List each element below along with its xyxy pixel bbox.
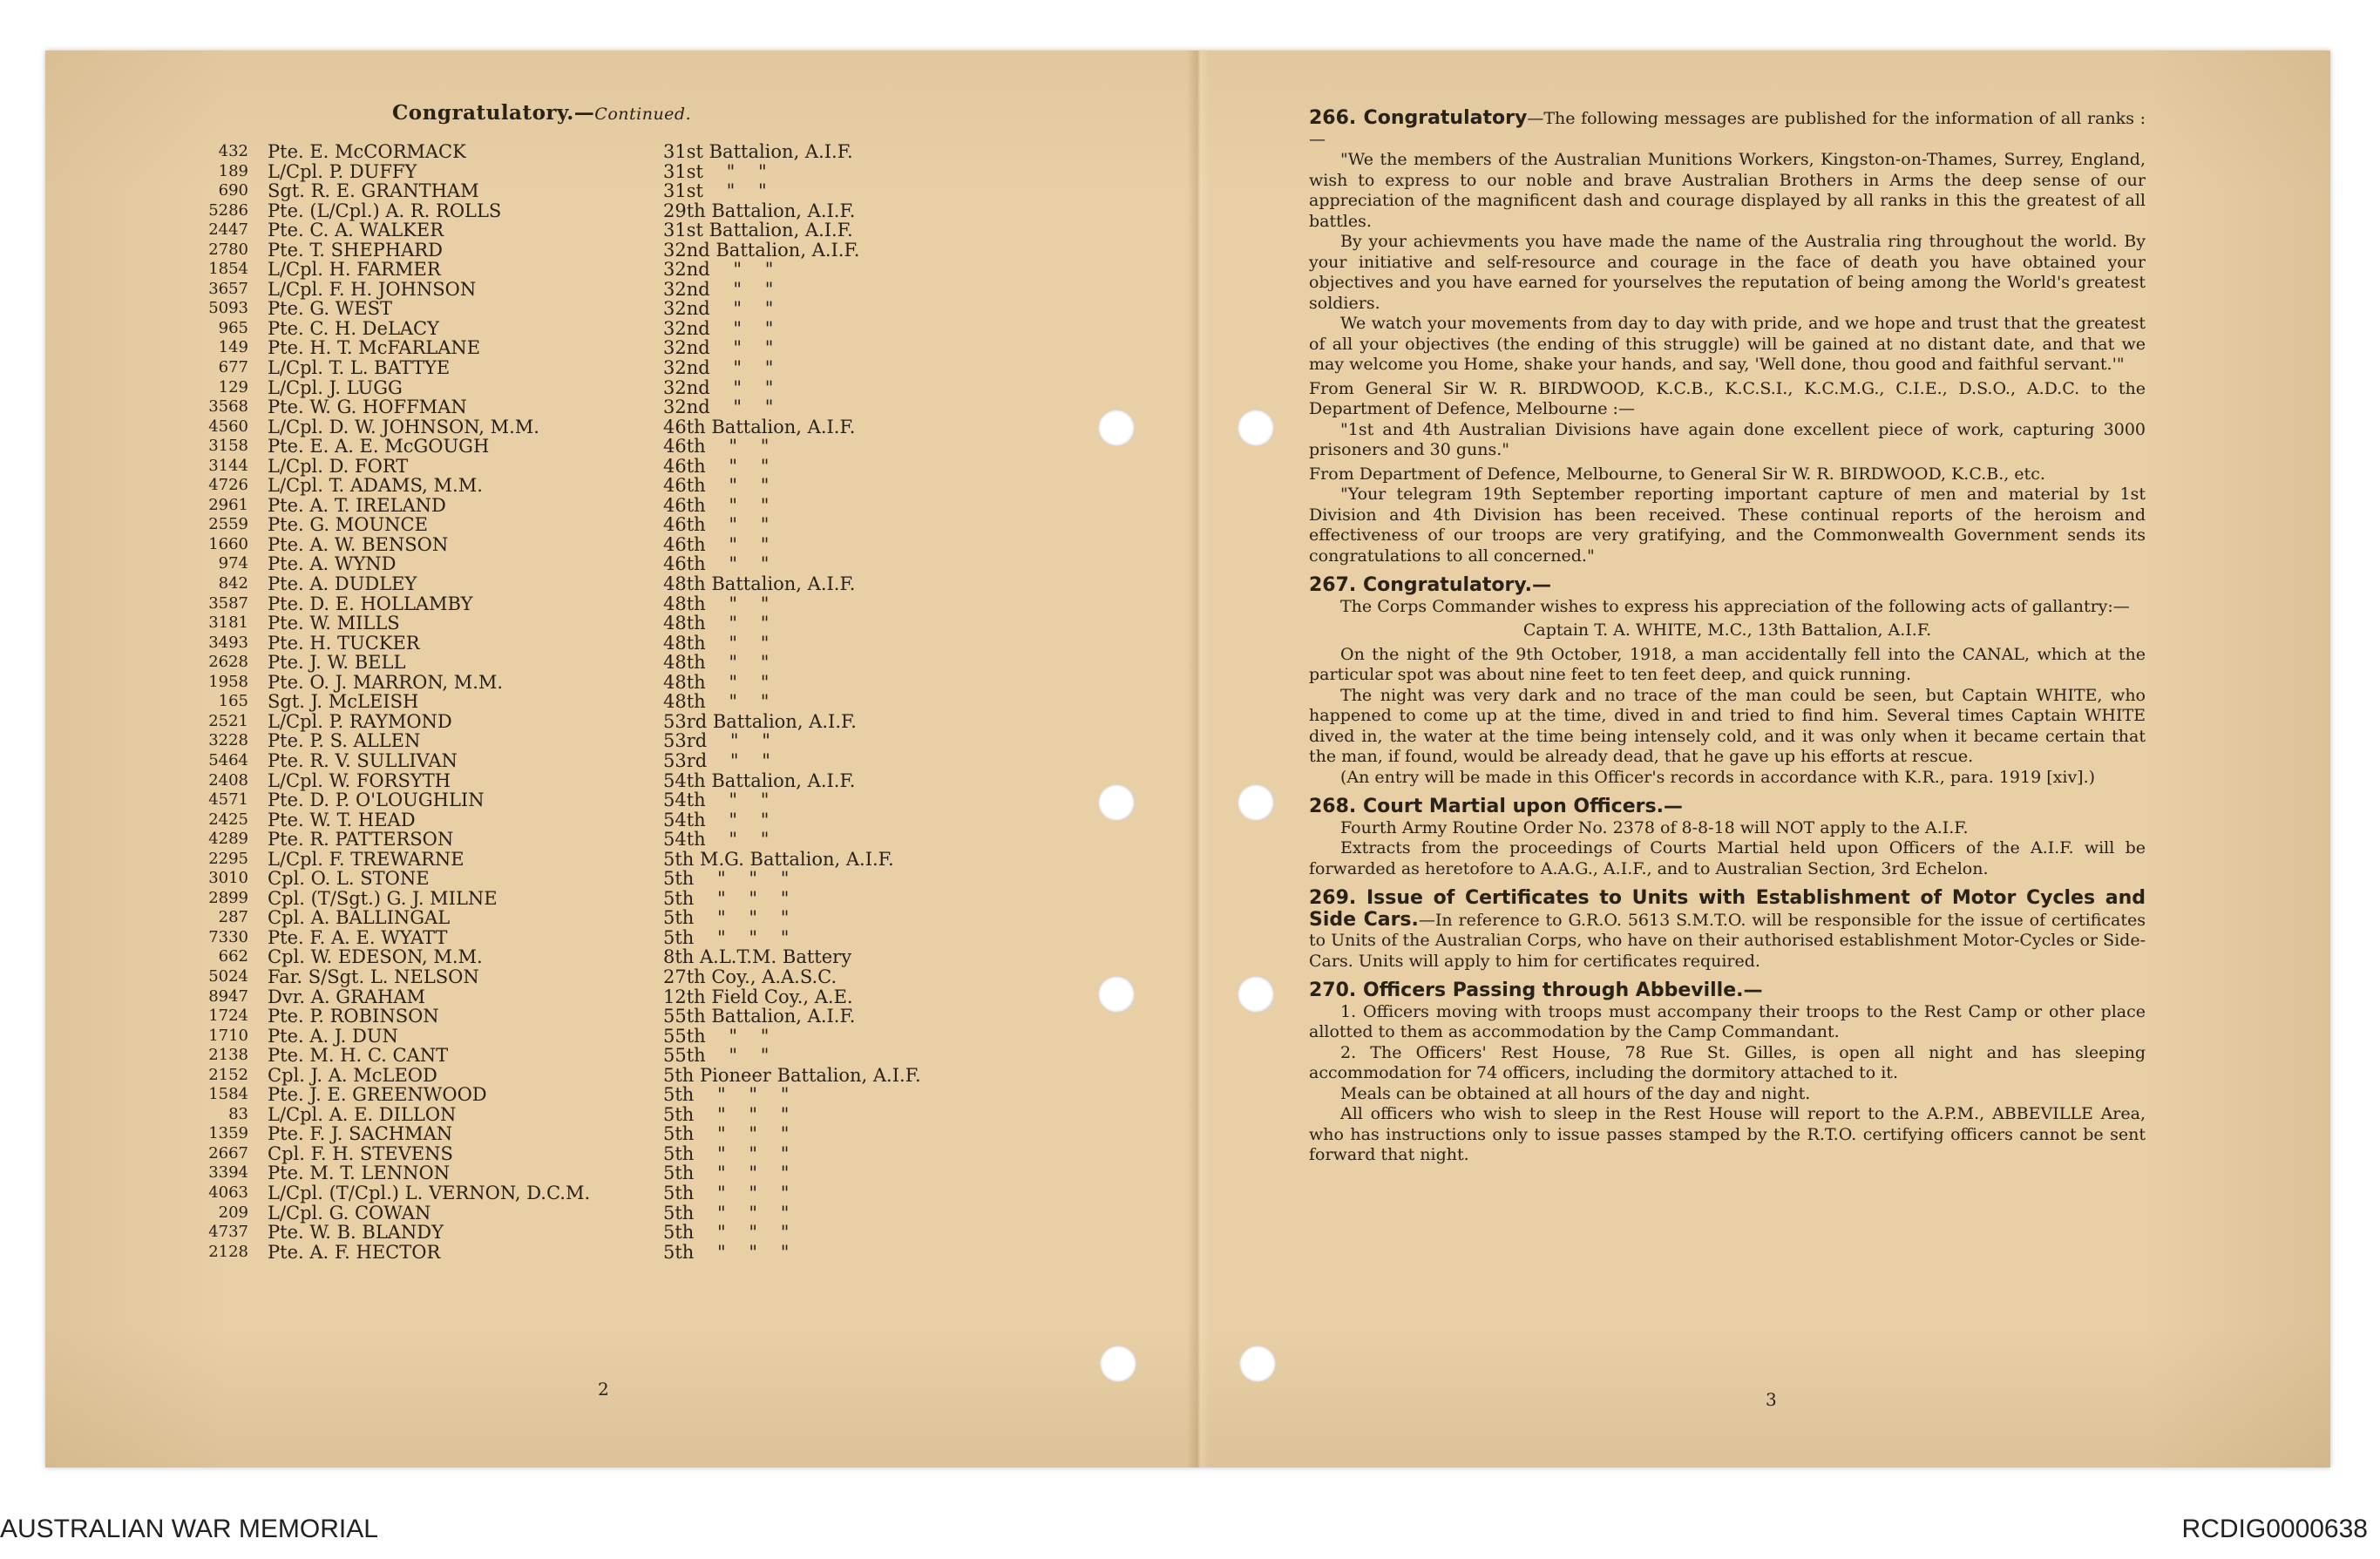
unit-name: 32nd " " xyxy=(663,278,774,300)
service-number: 4571 xyxy=(208,790,248,810)
punch-hole xyxy=(1100,1345,1136,1382)
unit-name: 53rd " " xyxy=(663,749,770,771)
soldier-name: Pte. M. T. LENNON xyxy=(268,1162,451,1184)
service-number: 1584 xyxy=(208,1085,248,1104)
unit-name: 48th Battalion, A.I.F. xyxy=(663,573,856,595)
unit-name: 31st Battalion, A.I.F. xyxy=(663,141,853,162)
unit-name: 5th " " " xyxy=(663,1241,790,1263)
service-number: 1660 xyxy=(208,534,248,553)
soldier-name: Pte. R. V. SULLIVAN xyxy=(268,749,458,771)
order-269-title: 269. Issue of Certificates to Units with Establishment of Motor Cycles and Side Cars. xyxy=(1309,887,2146,931)
unit-name: 48th " " xyxy=(663,593,770,614)
unit-name: 46th " " xyxy=(663,475,770,497)
service-number: 2667 xyxy=(208,1143,248,1162)
soldier-name: Pte. T. SHEPHARD xyxy=(268,239,443,261)
soldier-name: Pte. C. H. DeLACY xyxy=(268,317,439,339)
punch-hole xyxy=(1239,1345,1276,1382)
service-number: 2521 xyxy=(208,711,248,730)
page-number-left: 2 xyxy=(598,1379,609,1400)
service-number: 690 xyxy=(218,181,248,200)
soldier-name: Pte. J. E. GREENWOOD xyxy=(268,1084,487,1106)
service-number: 1854 xyxy=(208,260,248,279)
soldier-name: Pte. A. F. HECTOR xyxy=(268,1241,441,1263)
soldier-name: Sgt. J. McLEISH xyxy=(268,691,419,713)
service-number: 2780 xyxy=(208,240,248,259)
soldier-name: L/Cpl. D. W. JOHNSON, M.M. xyxy=(268,416,539,437)
soldier-name: Pte. C. A. WALKER xyxy=(268,220,444,241)
unit-name: 5th " " " xyxy=(663,1182,790,1203)
soldier-name: Dvr. A. GRAHAM xyxy=(268,986,426,1007)
service-number: 3568 xyxy=(208,397,248,417)
soldier-name: Pte. A. T. IRELAND xyxy=(268,494,446,516)
unit-name: 55th " " xyxy=(663,1025,770,1047)
soldier-name: L/Cpl. G. COWAN xyxy=(268,1202,431,1223)
service-number: 209 xyxy=(218,1203,248,1222)
service-number: 4737 xyxy=(208,1223,248,1242)
soldier-name: Pte. F. J. SACHMAN xyxy=(268,1123,453,1145)
service-number: 149 xyxy=(218,338,248,357)
order-268-para-2: Extracts from the proceedings of Courts Martial held upon Officers of the A.I.F. will be forwarded as heretofore to A.A.G., A.I.F., and to Australian Section, 3rd Echelon. xyxy=(1309,838,2146,878)
unit-name: 32nd Battalion, A.I.F. xyxy=(663,239,860,261)
unit-name: 55th Battalion, A.I.F. xyxy=(663,1006,856,1027)
soldier-name: Pte. A. DUDLEY xyxy=(268,573,417,595)
unit-name: 48th " " xyxy=(663,671,770,693)
order-266-quote-1: "We the members of the Australian Munitions Workers, Kingston-on-Thames, Surrey, England, wish to express to our noble and brave Australian Brothers in Arms the deep sense of our appreciation of the magnificent dash and courage displayed by all ranks in this the greatest of all battles. xyxy=(1309,150,2146,231)
order-270-para-2: 2. The Officers' Rest House, 78 Rue St. Gilles, is open all night and has sleeping accommodation for 74 officers, including the dormitory attached to it. xyxy=(1309,1042,2146,1082)
order-266-quote-5: "Your telegram 19th September reporting important capture of men and material by 1st Division and 4th Division has been received. These continual reports of the heroism and effectiveness of our troops are very gratifying, and the Commonwealth Government sends its congratulations to all concerned." xyxy=(1309,485,2146,566)
service-number: 83 xyxy=(228,1104,248,1123)
order-267-para-1: The Corps Commander wishes to express his appreciation of the following acts of gallantry:— xyxy=(1340,596,2130,616)
service-number: 1710 xyxy=(208,1026,248,1045)
soldier-name: Cpl. J. A. McLEOD xyxy=(268,1064,437,1086)
order-266-from-1: From General Sir W. R. BIRDWOOD, K.C.B., K.C.S.I., K.C.M.G., C.I.E., D.S.O., A.D.C. to the Department of Defence, Melbourne :— xyxy=(1309,378,2146,418)
service-number: 1958 xyxy=(208,672,248,691)
right-page-orders xyxy=(1309,108,2146,1166)
service-number: 3493 xyxy=(208,633,248,652)
punch-hole xyxy=(1237,784,1274,821)
service-number: 974 xyxy=(218,554,248,573)
soldier-name: Pte. F. A. E. WYATT xyxy=(268,926,448,948)
soldier-name: Pte. P. S. ALLEN xyxy=(268,730,421,752)
unit-name: 32nd " " xyxy=(663,337,774,359)
unit-name: 54th " " xyxy=(663,829,770,851)
footer-record-id: RCDIG0000638 xyxy=(2181,1515,2368,1543)
unit-name: 32nd " " xyxy=(663,357,774,379)
service-number: 3394 xyxy=(208,1163,248,1183)
service-number: 2447 xyxy=(208,220,248,240)
punch-hole xyxy=(1237,410,1274,446)
unit-name: 53rd " " xyxy=(663,730,770,752)
order-270-title: 270. Officers Passing through Abbeville.— xyxy=(1309,979,1763,1001)
center-fold xyxy=(1187,51,1210,1467)
archive-footer xyxy=(0,1508,2380,1559)
soldier-name: Pte. H. T. McFARLANE xyxy=(268,337,481,359)
service-number: 3228 xyxy=(208,731,248,750)
soldier-name: L/Cpl. W. FORSYTH xyxy=(268,769,451,791)
unit-name: 48th " " xyxy=(663,613,770,634)
unit-name: 31st " " xyxy=(663,180,767,202)
service-number: 4726 xyxy=(208,476,248,495)
order-267 xyxy=(1309,575,2146,788)
service-number: 2559 xyxy=(208,515,248,534)
unit-name: 46th Battalion, A.I.F. xyxy=(663,416,856,437)
order-266-quote-2: By your achievments you have made the name of the Australia ring throughout the world. By your initiative and self-resource and courage in the face of death you have obtained your objectives and you have earned for yourselves the reputation of being among the World's greatest soldiers. xyxy=(1309,232,2146,313)
unit-name: 5th " " " xyxy=(663,1202,790,1223)
soldier-name: Pte. P. ROBINSON xyxy=(268,1006,439,1027)
unit-name: 5th " " " xyxy=(663,1162,790,1184)
soldier-name: Pte. G. WEST xyxy=(268,298,393,320)
unit-name: 54th " " xyxy=(663,809,770,830)
service-number: 432 xyxy=(218,142,248,160)
left-page-heading xyxy=(392,101,828,125)
unit-name: 5th " " " xyxy=(663,907,790,929)
service-number: 4560 xyxy=(208,417,248,436)
order-267-officer: Captain T. A. WHITE, M.C., 13th Battalion, A.I.F. xyxy=(1522,620,1932,640)
unit-name: 32nd " " xyxy=(663,376,774,398)
unit-name: 12th Field Coy., A.E. xyxy=(663,986,853,1007)
soldier-name: Cpl. (T/Sgt.) G. J. MILNE xyxy=(268,887,498,909)
unit-name: 5th " " " xyxy=(663,1142,790,1164)
order-268 xyxy=(1309,796,2146,879)
soldier-name: L/Cpl. F. H. JOHNSON xyxy=(268,278,477,300)
unit-name: 5th " " " xyxy=(663,926,790,948)
unit-name: 5th M.G. Battalion, A.I.F. xyxy=(663,848,894,870)
soldier-name: L/Cpl. P. DUFFY xyxy=(268,160,417,182)
service-number: 129 xyxy=(218,377,248,397)
unit-name: 5th " " " xyxy=(663,868,790,890)
order-270 xyxy=(1309,980,2146,1166)
unit-name: 46th " " xyxy=(663,494,770,516)
soldier-name: Pte. W. MILLS xyxy=(268,613,400,634)
unit-name: 32nd " " xyxy=(663,298,774,320)
unit-name: 32nd " " xyxy=(663,317,774,339)
soldier-name: Pte. W. B. BLANDY xyxy=(268,1222,444,1244)
service-number: 662 xyxy=(218,947,248,966)
order-269-body: —In reference to G.R.O. 5613 S.M.T.O. will be responsible for the issue of certificates to Units of the Australian Corps, who have on their authorised establishment Motor-Cycles or Side-Cars. Units will apply to him for certificates required. xyxy=(1309,910,2146,971)
service-number: 1359 xyxy=(208,1124,248,1143)
punch-hole xyxy=(1098,976,1135,1013)
soldier-name: L/Cpl. T. L. BATTYE xyxy=(268,357,451,379)
unit-name: 46th " " xyxy=(663,436,770,458)
service-number: 2408 xyxy=(208,770,248,790)
soldier-name: Cpl. W. EDESON, M.M. xyxy=(268,946,483,968)
soldier-name: Cpl. F. H. STEVENS xyxy=(268,1142,453,1164)
service-number: 8947 xyxy=(208,986,248,1006)
service-number: 4063 xyxy=(208,1183,248,1202)
unit-name: 48th " " xyxy=(663,632,770,654)
service-number: 3181 xyxy=(208,613,248,633)
soldier-name: Pte. D. P. O'LOUGHLIN xyxy=(268,790,485,811)
order-267-para-2: On the night of the 9th October, 1918, a man accidentally fell into the CANAL, which at the particular spot was about nine feet to ten feet deep, and quick running. xyxy=(1309,644,2146,684)
soldier-name: Pte. G. MOUNCE xyxy=(268,514,428,536)
soldier-name: Pte. D. E. HOLLAMBY xyxy=(268,593,473,614)
service-number: 3158 xyxy=(208,437,248,456)
unit-name: 5th " " " xyxy=(663,1123,790,1145)
soldier-name: Pte. O. J. MARRON, M.M. xyxy=(268,671,504,693)
unit-name: 54th Battalion, A.I.F. xyxy=(663,769,856,791)
service-number: 2899 xyxy=(208,888,248,907)
service-number: 842 xyxy=(218,574,248,593)
service-number: 1724 xyxy=(208,1007,248,1026)
soldier-name: L/Cpl. P. RAYMOND xyxy=(268,710,452,732)
soldier-name: L/Cpl. F. TREWARNE xyxy=(268,848,464,870)
soldier-name: Far. S/Sgt. L. NELSON xyxy=(268,966,479,987)
soldier-name: Pte. H. TUCKER xyxy=(268,632,420,654)
service-number: 287 xyxy=(218,908,248,927)
service-number: 5093 xyxy=(208,299,248,318)
unit-name: 31st Battalion, A.I.F. xyxy=(663,220,853,241)
service-number: 2295 xyxy=(208,849,248,868)
soldier-name: Pte. J. W. BELL xyxy=(268,652,406,674)
unit-name: 29th Battalion, A.I.F. xyxy=(663,200,856,221)
service-number: 2138 xyxy=(208,1046,248,1065)
service-number: 3657 xyxy=(208,279,248,298)
service-number: 7330 xyxy=(208,927,248,946)
unit-name: 54th " " xyxy=(663,790,770,811)
soldier-name: Sgt. R. E. GRANTHAM xyxy=(268,180,479,202)
soldier-name: L/Cpl. J. LUGG xyxy=(268,376,403,398)
unit-name: 8th A.L.T.M. Battery xyxy=(663,946,852,968)
soldier-name: Pte. E. A. E. McGOUGH xyxy=(268,436,490,458)
service-number: 677 xyxy=(218,358,248,377)
order-266-from-2: From Department of Defence, Melbourne, to General Sir W. R. BIRDWOOD, K.C.B., etc. xyxy=(1309,464,2045,484)
soldier-name: L/Cpl. D. FORT xyxy=(268,455,409,477)
order-266-lead: —The following messages are published for the information of all ranks :— xyxy=(1309,109,2146,149)
soldier-name: Pte. E. McCORMACK xyxy=(268,141,466,162)
order-266 xyxy=(1309,108,2146,566)
punch-hole xyxy=(1237,976,1274,1013)
heading-title: Congratulatory.— xyxy=(392,101,595,125)
soldier-name: Pte. A. W. BENSON xyxy=(268,533,449,555)
order-267-para-4: (An entry will be made in this Officer's records in accordance with K.R., para. 1919 [xiv].) xyxy=(1340,767,2096,787)
service-number: 2628 xyxy=(208,653,248,672)
unit-name: 48th " " xyxy=(663,652,770,674)
service-number: 5286 xyxy=(208,200,248,220)
service-number: 5024 xyxy=(208,966,248,986)
unit-name: 32nd " " xyxy=(663,397,774,418)
soldier-name: L/Cpl. (T/Cpl.) L. VERNON, D.C.M. xyxy=(268,1182,591,1203)
order-266-quote-4: "1st and 4th Australian Divisions have again done excellent piece of work, capturing 3000 prisoners and 30 guns." xyxy=(1309,419,2146,459)
unit-name: 46th " " xyxy=(663,514,770,536)
footer-institution: AUSTRALIAN WAR MEMORIAL xyxy=(0,1515,378,1543)
order-270-para-3: Meals can be obtained at all hours of the day and night. xyxy=(1340,1083,1811,1103)
unit-name: 5th " " " xyxy=(663,1084,790,1106)
order-266-quote-3: We watch your movements from day to day with pride, and we hope and trust that the greatest of all your objectives (the ending of this struggle) will be gained at no distant date, and that we may welcome you Home, shake your hands, and say, 'Well done, thou good and faithful servant.'" xyxy=(1309,314,2146,374)
order-268-para-1: Fourth Army Routine Order No. 2378 of 8-8-18 will NOT apply to the A.I.F. xyxy=(1340,817,1969,837)
service-number: 965 xyxy=(218,318,248,337)
service-number: 4289 xyxy=(208,830,248,849)
unit-name: 46th " " xyxy=(663,533,770,555)
order-268-title: 268. Court Martial upon Officers.— xyxy=(1309,796,1683,817)
order-267-title: 267. Congratulatory.— xyxy=(1309,574,1552,596)
order-270-para-1: 1. Officers moving with troops must accompany their troops to the Rest Camp or other place allotted to them as accommodation by the Camp Commandant. xyxy=(1309,1001,2146,1041)
soldier-name: Cpl. A. BALLINGAL xyxy=(268,907,451,929)
soldier-name: Cpl. O. L. STONE xyxy=(268,868,430,890)
unit-name: 32nd " " xyxy=(663,259,774,281)
heading-continued: Continued. xyxy=(594,105,692,124)
unit-name: 46th " " xyxy=(663,553,770,575)
unit-name: 46th " " xyxy=(663,455,770,477)
order-269 xyxy=(1309,888,2146,972)
page-number-right: 3 xyxy=(1766,1389,1777,1410)
unit-name: 5th " " " xyxy=(663,1222,790,1244)
soldier-name: L/Cpl. A. E. DILLON xyxy=(268,1103,457,1125)
service-number: 5464 xyxy=(208,750,248,769)
soldier-name: Pte. W. G. HOFFMAN xyxy=(268,397,467,418)
soldier-name: Pte. R. PATTERSON xyxy=(268,829,454,851)
unit-name: 53rd Battalion, A.I.F. xyxy=(663,710,857,732)
soldier-name: Pte. A. J. DUN xyxy=(268,1025,398,1047)
unit-name: 48th " " xyxy=(663,691,770,713)
service-number: 2128 xyxy=(208,1242,248,1261)
order-267-para-3: The night was very dark and no trace of the man could be seen, but Captain WHITE, who happened to come up at the time, dived in and tried to find him. Several times Captain WHITE dived in, the water at the time being intensely cold, and it was only when it became certain that the man, if found, would be already dead, that he gave up his efforts at rescue. xyxy=(1309,685,2146,766)
order-270-para-4: All officers who wish to sleep in the Rest House will report to the A.P.M., ABBEVILLE Area, who has instructions only to issue passes stamped by the R.T.O. certifying officers cannot be sent forward that night. xyxy=(1309,1104,2146,1164)
soldier-name: Pte. M. H. C. CANT xyxy=(268,1045,449,1067)
unit-name: 5th Pioneer Battalion, A.I.F. xyxy=(663,1064,921,1086)
order-266-title: 266. Congratulatory xyxy=(1309,107,1528,129)
service-number: 3587 xyxy=(208,593,248,613)
service-number: 3144 xyxy=(208,456,248,475)
service-number: 2961 xyxy=(208,495,248,514)
unit-name: 31st " " xyxy=(663,160,767,182)
service-number: 165 xyxy=(218,692,248,711)
service-number: 2152 xyxy=(208,1065,248,1084)
soldier-name: Pte. A. WYND xyxy=(268,553,397,575)
soldier-name: L/Cpl. H. FARMER xyxy=(268,259,441,281)
punch-hole xyxy=(1098,784,1135,821)
soldier-name: Pte. W. T. HEAD xyxy=(268,809,416,830)
soldier-name: Pte. (L/Cpl.) A. R. ROLLS xyxy=(268,200,502,221)
unit-name: 5th " " " xyxy=(663,1103,790,1125)
unit-name: 27th Coy., A.A.S.C. xyxy=(663,966,837,987)
service-number: 189 xyxy=(218,161,248,180)
service-number: 2425 xyxy=(208,810,248,829)
unit-name: 5th " " " xyxy=(663,887,790,909)
punch-hole xyxy=(1098,410,1135,446)
service-number: 3010 xyxy=(208,869,248,888)
unit-name: 55th " " xyxy=(663,1045,770,1067)
soldier-name: L/Cpl. T. ADAMS, M.M. xyxy=(268,475,483,497)
